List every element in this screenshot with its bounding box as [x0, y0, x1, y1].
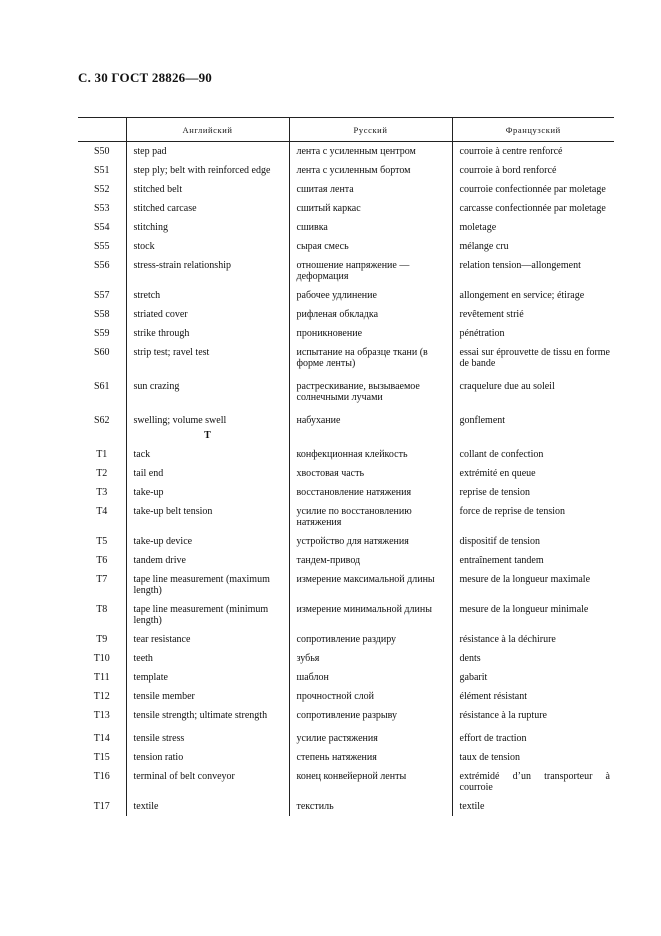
table-row: [78, 256, 614, 286]
table-row: [78, 161, 614, 180]
term-english: strike through: [126, 324, 289, 343]
term-code: S55: [93, 241, 110, 252]
term-russian: измерение максимальной длины: [289, 570, 452, 600]
term-french: entraînement tandem: [452, 551, 614, 570]
term-french: carcasse confectionnée par moletage: [452, 199, 614, 218]
table-row: [78, 218, 614, 237]
term-english: textile: [126, 797, 289, 816]
term-code: S50: [93, 146, 110, 157]
term-russian: сопротивление разрыву: [289, 706, 452, 729]
term-code: T2: [96, 468, 108, 479]
term-english: teeth: [126, 649, 289, 668]
term-english: tape line measurement (minimum length): [126, 600, 289, 630]
section-spacer: [289, 430, 452, 445]
term-russian: лента с усиленным бортом: [289, 161, 452, 180]
term-russian: степень натяжения: [289, 748, 452, 767]
term-code: T1: [96, 449, 108, 460]
table-row: [78, 305, 614, 324]
term-french: courroie à bord renforcé: [452, 161, 614, 180]
term-code: T9: [96, 634, 108, 645]
term-code: S54: [93, 222, 110, 233]
term-french: allongement en service; étirage: [452, 286, 614, 305]
term-english: stitched belt: [126, 180, 289, 199]
term-french: élément résistant: [452, 687, 614, 706]
section-header-row: [78, 430, 614, 445]
term-russian: устройство для натяжения: [289, 532, 452, 551]
column-header-english: Английский: [126, 118, 289, 142]
term-russian: усилие по восстановлению натяжения: [289, 502, 452, 532]
table-row: [78, 199, 614, 218]
term-french: collant de confection: [452, 445, 614, 464]
table-row: [78, 343, 614, 377]
term-english: take-up device: [126, 532, 289, 551]
table-row: [78, 445, 614, 464]
term-russian: усилие растяжения: [289, 729, 452, 748]
term-english: strip test; ravel test: [126, 343, 289, 377]
term-french: résistance à la déchirure: [452, 630, 614, 649]
term-code: S52: [93, 184, 110, 195]
term-russian: восстановление натяжения: [289, 483, 452, 502]
column-header-russian: Русский: [289, 118, 452, 142]
term-english: tack: [126, 445, 289, 464]
table-row: [78, 630, 614, 649]
term-code: T5: [96, 536, 108, 547]
terminology-table: [78, 117, 614, 816]
term-french: mélange cru: [452, 237, 614, 256]
term-code: S59: [93, 328, 110, 339]
term-russian: измерение минимальной длины: [289, 600, 452, 630]
table-row: [78, 483, 614, 502]
term-code: T6: [96, 555, 108, 566]
table-row: [78, 687, 614, 706]
term-russian: зубья: [289, 649, 452, 668]
term-russian: сшивка: [289, 218, 452, 237]
term-code: S61: [93, 381, 110, 392]
term-code: T4: [96, 506, 108, 517]
term-french: force de reprise de tension: [452, 502, 614, 532]
term-code: S62: [93, 415, 110, 426]
column-header-code: [78, 118, 126, 142]
page-header: С. 30 ГОСТ 28826—90: [78, 70, 212, 85]
term-code: S51: [93, 165, 110, 176]
table-row: [78, 649, 614, 668]
table-row: [78, 180, 614, 199]
term-russian: рифленая обкладка: [289, 305, 452, 324]
table-row: [78, 600, 614, 630]
term-code: T17: [93, 801, 110, 812]
term-french: reprise de tension: [452, 483, 614, 502]
term-code: T8: [96, 604, 108, 615]
term-english: tail end: [126, 464, 289, 483]
term-english: tensile stress: [126, 729, 289, 748]
term-english: stretch: [126, 286, 289, 305]
term-english: stitching: [126, 218, 289, 237]
term-english: template: [126, 668, 289, 687]
table-row: [78, 797, 614, 816]
term-french: courroie à centre renforcé: [452, 142, 614, 162]
term-french: mesure de la longueur minimale: [452, 600, 614, 630]
term-code: S58: [93, 309, 110, 320]
term-french: dispositif de tension: [452, 532, 614, 551]
term-code: S57: [93, 290, 110, 301]
term-english: sun crazing: [126, 377, 289, 411]
term-code: S56: [93, 260, 110, 271]
term-russian: хвостовая часть: [289, 464, 452, 483]
table-row: [78, 729, 614, 748]
term-english: tensile member: [126, 687, 289, 706]
term-code: T7: [96, 574, 108, 585]
term-french: extrémité en queue: [452, 464, 614, 483]
term-russian: сырая смесь: [289, 237, 452, 256]
term-russian: набухание: [289, 411, 452, 430]
table-row: [78, 532, 614, 551]
term-russian: отношение напряжение — деформация: [289, 256, 452, 286]
table-header-row: [78, 118, 614, 142]
term-code: T3: [96, 487, 108, 498]
term-french: mesure de la longueur maximale: [452, 570, 614, 600]
term-english: step pad: [126, 142, 289, 162]
term-french: revêtement strié: [452, 305, 614, 324]
table-row: [78, 767, 614, 797]
term-english: stress-strain relationship: [126, 256, 289, 286]
table-row: [78, 237, 614, 256]
table-row: [78, 551, 614, 570]
term-russian: сшитая лента: [289, 180, 452, 199]
term-french: craquelure due au soleil: [452, 377, 614, 411]
table-row: [78, 706, 614, 729]
section-spacer: [452, 430, 614, 445]
term-code: T12: [93, 691, 110, 702]
term-russian: сопротивление раздиру: [289, 630, 452, 649]
term-french: extrémidé d’un transporteur à courroie: [452, 767, 614, 797]
term-code: T15: [93, 752, 110, 763]
column-header-french: Французский: [452, 118, 614, 142]
table-row: [78, 377, 614, 411]
term-french: taux de tension: [452, 748, 614, 767]
term-english: take-up belt tension: [126, 502, 289, 532]
term-french: dents: [452, 649, 614, 668]
term-french: pénétration: [452, 324, 614, 343]
table-body: [78, 142, 614, 817]
term-code: T13: [93, 710, 110, 721]
term-code: S60: [93, 347, 110, 358]
table-row: [78, 324, 614, 343]
section-spacer: [78, 430, 126, 445]
table-row: [78, 411, 614, 430]
term-english: tensile strength; ultimate strength: [126, 706, 289, 729]
term-english: terminal of belt conveyor: [126, 767, 289, 797]
table-row: [78, 748, 614, 767]
term-french: textile: [452, 797, 614, 816]
term-code: T14: [93, 733, 110, 744]
term-russian: лента с усиленным центром: [289, 142, 452, 162]
term-english: stitched carcase: [126, 199, 289, 218]
term-russian: конец конвейерной ленты: [289, 767, 452, 797]
term-french: courroie confectionnée par moletage: [452, 180, 614, 199]
term-french: moletage: [452, 218, 614, 237]
term-russian: растрескивание, вызываемое солнечными лучами: [289, 377, 452, 411]
term-code: T11: [93, 672, 110, 683]
term-english: swelling; volume swell: [126, 411, 289, 430]
table-row: [78, 668, 614, 687]
term-english: tandem drive: [126, 551, 289, 570]
term-russian: текстиль: [289, 797, 452, 816]
term-code: S53: [93, 203, 110, 214]
term-code: T16: [93, 771, 110, 782]
table-row: [78, 464, 614, 483]
term-french: gonflement: [452, 411, 614, 430]
term-french: relation tension—allongement: [452, 256, 614, 286]
term-english: step ply; belt with reinforced edge: [126, 161, 289, 180]
table-row: [78, 502, 614, 532]
term-french: résistance à la rupture: [452, 706, 614, 729]
term-russian: прочностной слой: [289, 687, 452, 706]
term-english: stock: [126, 237, 289, 256]
term-english: tape line measurement (maximum length): [126, 570, 289, 600]
term-russian: конфекционная клейкость: [289, 445, 452, 464]
table-row: [78, 286, 614, 305]
term-russian: шаблон: [289, 668, 452, 687]
term-english: striated cover: [126, 305, 289, 324]
term-russian: проникновение: [289, 324, 452, 343]
section-letter: T: [126, 430, 289, 445]
term-russian: испытание на образце ткани (в форме ленты): [289, 343, 452, 377]
term-english: tear resistance: [126, 630, 289, 649]
term-french: gabarit: [452, 668, 614, 687]
table-row: [78, 142, 614, 162]
term-code: T10: [93, 653, 110, 664]
term-russian: тандем-привод: [289, 551, 452, 570]
table-row: [78, 570, 614, 600]
term-french: effort de traction: [452, 729, 614, 748]
term-russian: сшитый каркас: [289, 199, 452, 218]
term-russian: рабочее удлинение: [289, 286, 452, 305]
term-french: essai sur éprouvette de tissu en forme de bande: [452, 343, 614, 377]
term-english: take-up: [126, 483, 289, 502]
term-english: tension ratio: [126, 748, 289, 767]
